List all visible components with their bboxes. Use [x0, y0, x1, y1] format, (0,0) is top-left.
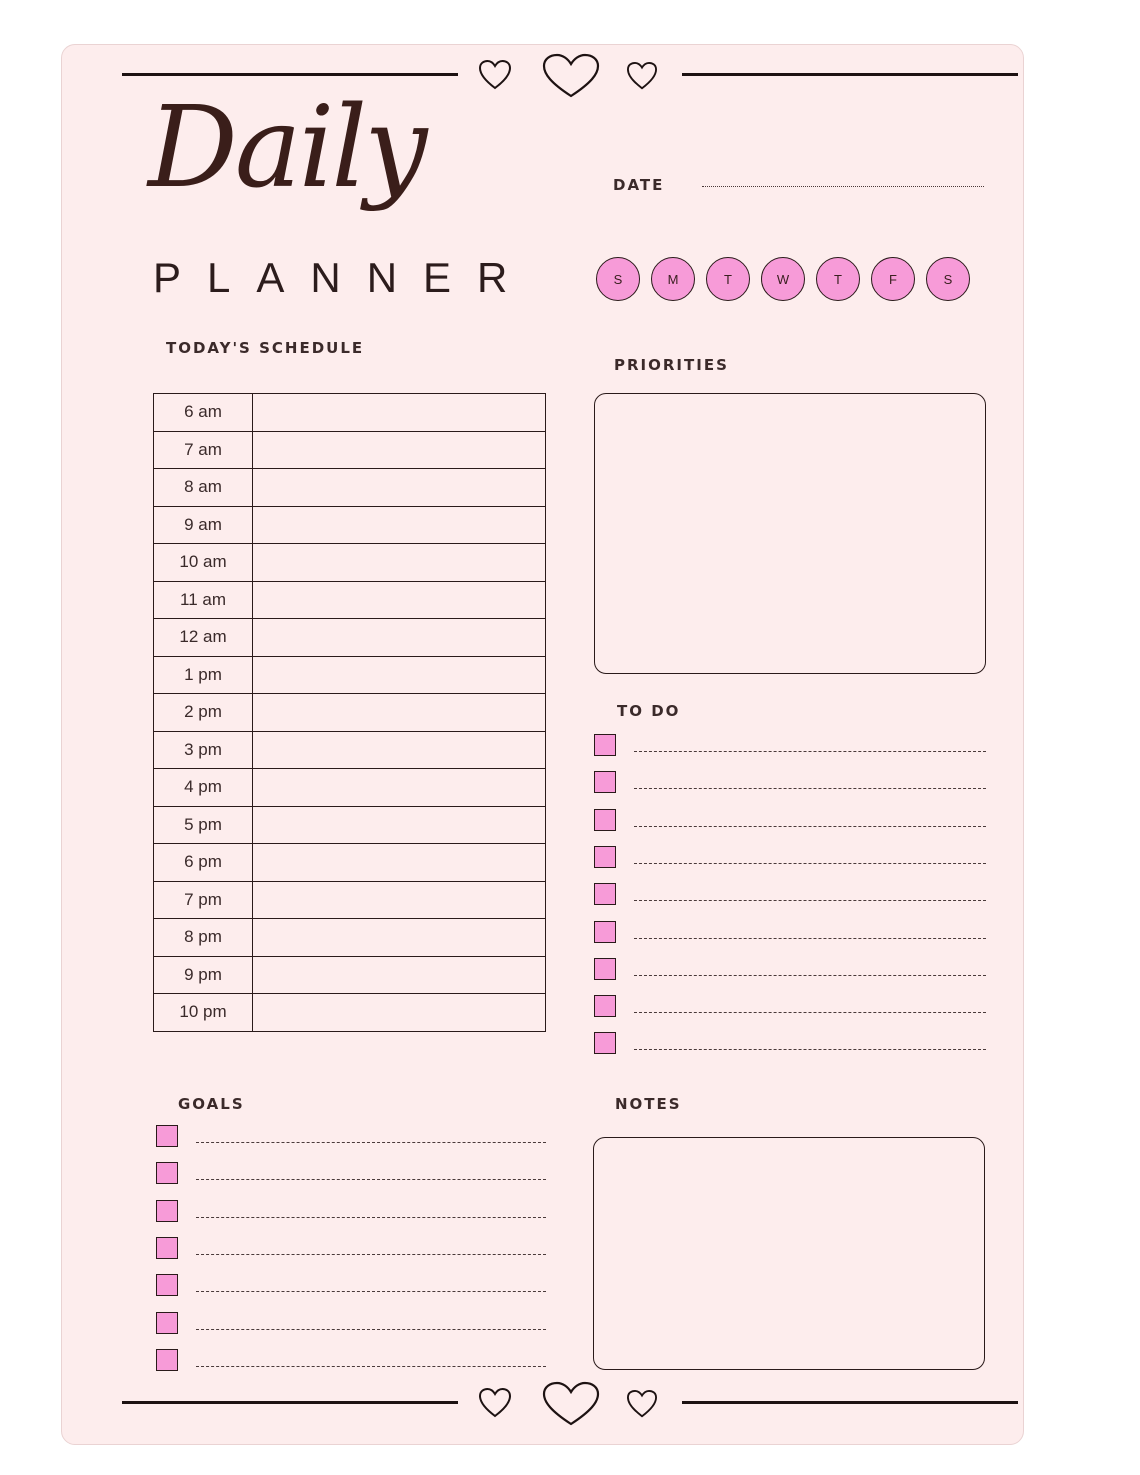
goal-item	[156, 1312, 546, 1334]
write-line[interactable]	[634, 751, 986, 752]
checkbox[interactable]	[156, 1349, 178, 1371]
checkbox[interactable]	[156, 1274, 178, 1296]
weekday-circle[interactable]: T	[816, 257, 860, 301]
goal-item	[156, 1162, 546, 1184]
schedule-row	[154, 394, 546, 432]
write-line[interactable]	[196, 1291, 546, 1292]
checkbox[interactable]	[594, 771, 616, 793]
bottom-left-rule	[122, 1401, 458, 1404]
heart-icon	[542, 53, 600, 99]
write-line[interactable]	[196, 1254, 546, 1255]
schedule-time: 6 am	[154, 394, 253, 432]
write-line[interactable]	[634, 975, 986, 976]
write-line[interactable]	[634, 938, 986, 939]
schedule-time: 10 pm	[154, 994, 253, 1032]
notes-label: NOTES	[615, 1095, 682, 1113]
schedule-time: 8 am	[154, 469, 253, 507]
todo-label: TO DO	[617, 702, 681, 720]
title-caps: PLANNER	[153, 254, 534, 301]
schedule-entry[interactable]	[253, 956, 546, 994]
heart-icon	[626, 61, 658, 91]
todo-item	[594, 921, 986, 943]
schedule-time: 7 pm	[154, 881, 253, 919]
schedule-row	[154, 844, 546, 882]
schedule-entry[interactable]	[253, 994, 546, 1032]
schedule-table	[153, 393, 546, 1032]
goal-item	[156, 1274, 546, 1296]
weekday-circle[interactable]: S	[596, 257, 640, 301]
schedule-entry[interactable]	[253, 844, 546, 882]
goal-item	[156, 1349, 546, 1371]
goal-item	[156, 1200, 546, 1222]
heart-icon	[478, 59, 512, 91]
date-field[interactable]	[702, 186, 984, 187]
write-line[interactable]	[634, 900, 986, 901]
schedule-entry[interactable]	[253, 881, 546, 919]
schedule-row	[154, 956, 546, 994]
weekday-circle[interactable]: F	[871, 257, 915, 301]
write-line[interactable]	[634, 1049, 986, 1050]
bottom-right-rule	[682, 1401, 1018, 1404]
schedule-time: 11 am	[154, 581, 253, 619]
schedule-label: TODAY'S SCHEDULE	[166, 339, 365, 357]
write-line[interactable]	[196, 1142, 546, 1143]
todo-item	[594, 1032, 986, 1054]
weekday-circle[interactable]: S	[926, 257, 970, 301]
write-line[interactable]	[634, 1012, 986, 1013]
schedule-entry[interactable]	[253, 394, 546, 432]
schedule-entry[interactable]	[253, 919, 546, 957]
write-line[interactable]	[196, 1329, 546, 1330]
top-right-rule	[682, 73, 1018, 76]
schedule-time: 1 pm	[154, 656, 253, 694]
checkbox[interactable]	[594, 734, 616, 756]
heart-icon	[478, 1387, 512, 1419]
checkbox[interactable]	[156, 1200, 178, 1222]
write-line[interactable]	[634, 826, 986, 827]
schedule-time: 9 pm	[154, 956, 253, 994]
write-line[interactable]	[196, 1179, 546, 1180]
schedule-row	[154, 619, 546, 657]
schedule-entry[interactable]	[253, 469, 546, 507]
weekday-selector	[596, 257, 970, 301]
schedule-row	[154, 881, 546, 919]
todo-item	[594, 958, 986, 980]
todo-item	[594, 734, 986, 756]
write-line[interactable]	[634, 863, 986, 864]
schedule-entry[interactable]	[253, 581, 546, 619]
todo-item	[594, 771, 986, 793]
schedule-entry[interactable]	[253, 506, 546, 544]
checkbox[interactable]	[594, 958, 616, 980]
schedule-time: 4 pm	[154, 769, 253, 807]
schedule-time: 6 pm	[154, 844, 253, 882]
schedule-time: 8 pm	[154, 919, 253, 957]
schedule-entry[interactable]	[253, 619, 546, 657]
checkbox[interactable]	[594, 1032, 616, 1054]
todo-item	[594, 883, 986, 905]
schedule-time: 2 pm	[154, 694, 253, 732]
schedule-entry[interactable]	[253, 769, 546, 807]
schedule-entry[interactable]	[253, 544, 546, 582]
schedule-row	[154, 919, 546, 957]
goal-item	[156, 1237, 546, 1259]
todo-item	[594, 995, 986, 1017]
schedule-row	[154, 806, 546, 844]
schedule-time: 3 pm	[154, 731, 253, 769]
schedule-entry[interactable]	[253, 731, 546, 769]
notes-box[interactable]	[593, 1137, 985, 1370]
schedule-time: 5 pm	[154, 806, 253, 844]
date-label: DATE	[613, 176, 665, 194]
schedule-time: 10 am	[154, 544, 253, 582]
checkbox[interactable]	[156, 1125, 178, 1147]
schedule-entry[interactable]	[253, 694, 546, 732]
heart-icon	[626, 1389, 658, 1419]
schedule-row	[154, 544, 546, 582]
schedule-entry[interactable]	[253, 806, 546, 844]
schedule-entry[interactable]	[253, 656, 546, 694]
top-left-rule	[122, 73, 458, 76]
write-line[interactable]	[196, 1366, 546, 1367]
checkbox[interactable]	[594, 995, 616, 1017]
write-line[interactable]	[196, 1217, 546, 1218]
schedule-row	[154, 581, 546, 619]
schedule-row	[154, 431, 546, 469]
goals-label: GOALS	[178, 1095, 245, 1113]
checkbox[interactable]	[156, 1162, 178, 1184]
weekday-circle[interactable]: T	[706, 257, 750, 301]
todo-item	[594, 846, 986, 868]
weekday-circle[interactable]: M	[651, 257, 695, 301]
schedule-row	[154, 506, 546, 544]
schedule-row	[154, 694, 546, 732]
checkbox[interactable]	[594, 846, 616, 868]
checkbox[interactable]	[594, 883, 616, 905]
checkbox[interactable]	[156, 1237, 178, 1259]
goal-item	[156, 1125, 546, 1147]
schedule-row	[154, 469, 546, 507]
schedule-row	[154, 769, 546, 807]
title-script: Daily	[148, 83, 425, 213]
priorities-label: PRIORITIES	[614, 356, 729, 374]
write-line[interactable]	[634, 788, 986, 789]
schedule-time: 7 am	[154, 431, 253, 469]
schedule-time: 12 am	[154, 619, 253, 657]
checkbox[interactable]	[156, 1312, 178, 1334]
checkbox[interactable]	[594, 809, 616, 831]
priorities-box[interactable]	[594, 393, 986, 674]
heart-icon	[542, 1381, 600, 1427]
todo-item	[594, 809, 986, 831]
schedule-time: 9 am	[154, 506, 253, 544]
schedule-row	[154, 731, 546, 769]
checkbox[interactable]	[594, 921, 616, 943]
schedule-entry[interactable]	[253, 431, 546, 469]
schedule-row	[154, 994, 546, 1032]
schedule-row	[154, 656, 546, 694]
weekday-circle[interactable]: W	[761, 257, 805, 301]
